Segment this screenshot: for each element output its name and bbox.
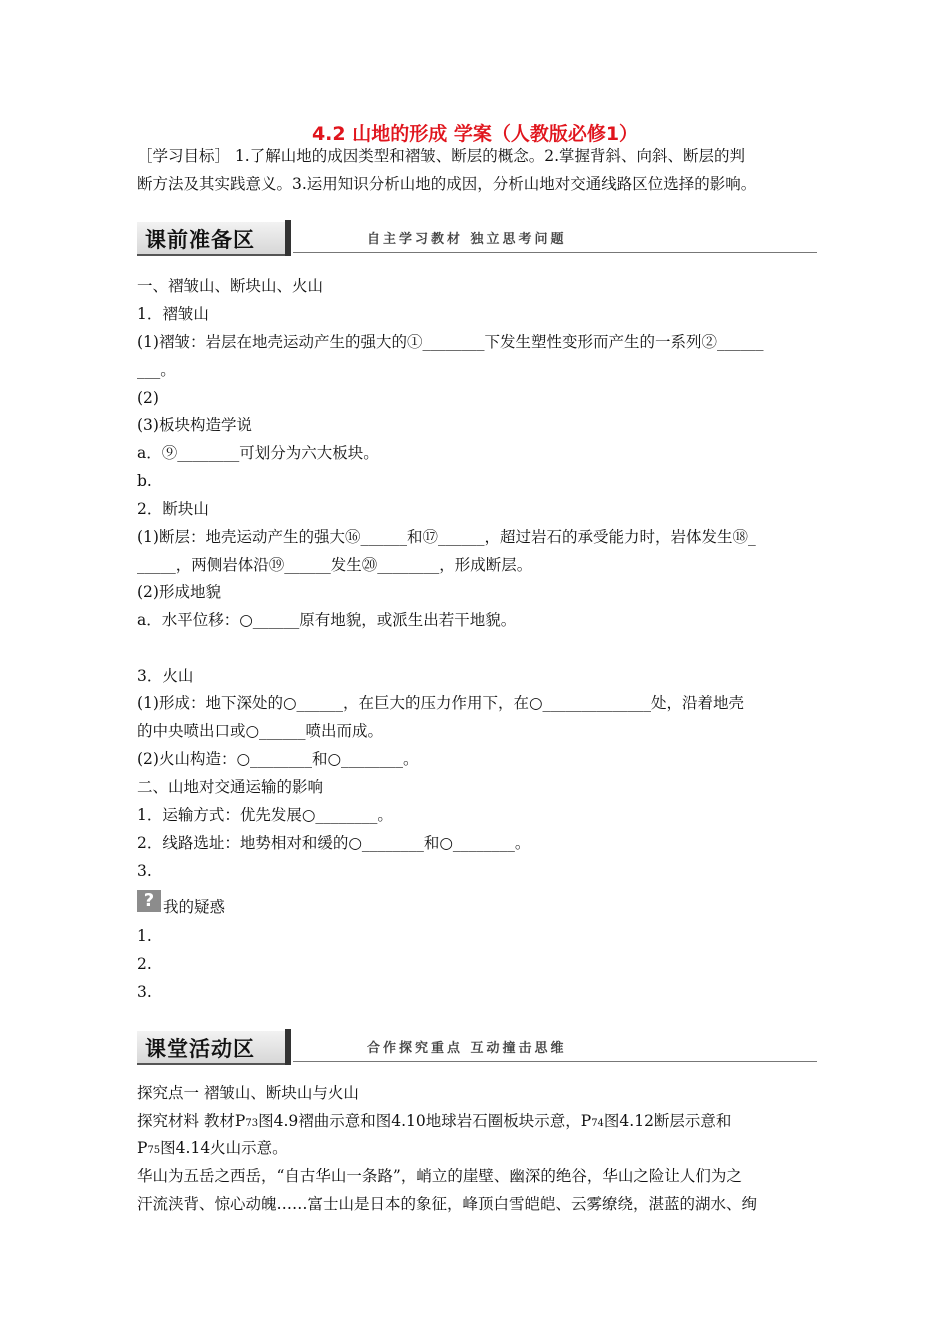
- prep-line: 1．运输方式：优先发展○________。: [137, 806, 393, 824]
- doubt-item: 1.: [137, 927, 152, 945]
- prep-line: (1)褶皱：岩层在地壳运动产生的强大的①________下发生塑性变形而产生的一系列②______: [137, 333, 764, 351]
- doubts-label: 我的疑惑: [163, 898, 226, 916]
- section-banner-prep: [137, 222, 817, 256]
- prep-line: 2．断块山: [137, 500, 209, 518]
- doubt-item: 2.: [137, 955, 152, 973]
- prep-line: (2)形成地貌: [137, 583, 221, 601]
- prep-line: 2．线路选址：地势相对和缓的○________和○________。: [137, 834, 531, 852]
- objectives-line-2: 断方法及其实践意义。3.运用知识分析山地的成因，分析山地对交通线路区位选择的影响。: [137, 175, 757, 193]
- prep-line: a．水平位移：○______原有地貌，或派生出若干地貌。: [137, 611, 517, 629]
- banner-subtitle: 合作探究重点 互动撞击思维: [367, 1041, 567, 1056]
- prep-line: (2)火山构造：○________和○________。: [137, 750, 419, 768]
- prep-line: b.: [137, 472, 152, 490]
- banner-label: 课前准备区: [145, 228, 255, 252]
- prep-line: ___。: [137, 361, 176, 379]
- prep-line: 的中央喷出口或○______喷出而成。: [137, 722, 384, 740]
- objectives-line-1: ［学习目标］ 1.了解山地的成因类型和褶皱、断层的概念。2.掌握背斜、向斜、断层的判: [137, 147, 746, 165]
- prep-line: 一、褶皱山、断块山、火山: [137, 277, 324, 295]
- prep-line: 1．褶皱山: [137, 305, 209, 323]
- prep-line: (1)形成：地下深处的○______，在巨大的压力作用下，在○______________处，沿着地壳: [137, 694, 745, 712]
- prep-line: (2): [137, 389, 159, 407]
- banner-label: 课堂活动区: [145, 1037, 255, 1061]
- prep-line: 二、山地对交通运输的影响: [137, 778, 324, 796]
- prep-line: _____，两侧岩体沿⑲______发生⑳________，形成断层。: [137, 556, 533, 574]
- explore-material-line-2: P75图4.14火山示意。: [137, 1139, 288, 1157]
- question-icon: ?: [137, 890, 161, 912]
- explore-point: 探究点一 褶皱山、断块山与火山: [137, 1084, 359, 1102]
- prep-line: (3)板块构造学说: [137, 416, 252, 434]
- explore-material-line-1: 探究材料 教材P73图4.9褶曲示意和图4.10地球岩石圈板块示意，P74图4.12断层示意和: [137, 1112, 732, 1130]
- prep-line: 3．火山: [137, 667, 194, 685]
- explore-paragraph-line: 汗流浃背、惊心动魄……富士山是日本的象征，峰顶白雪皑皑、云雾缭绕，湛蓝的湖水、绚: [137, 1195, 758, 1213]
- prep-line: (1)断层：地壳运动产生的强大⑯______和⑰______，超过岩石的承受能力时，岩体发生⑱_: [137, 528, 756, 546]
- prep-line: 3.: [137, 862, 152, 880]
- prep-line: a．⑨________可划分为六大板块。: [137, 444, 379, 462]
- page-title: 4.2 山地的形成 学案（人教版必修1）: [311, 123, 639, 145]
- banner-subtitle: 自主学习教材 独立思考问题: [367, 232, 567, 247]
- doubt-item: 3.: [137, 983, 152, 1001]
- explore-paragraph-line: 华山为五岳之西岳，“自古华山一条路”，峭立的崖壁、幽深的绝谷，华山之险让人们为之: [137, 1167, 742, 1185]
- section-banner-class: [137, 1031, 817, 1065]
